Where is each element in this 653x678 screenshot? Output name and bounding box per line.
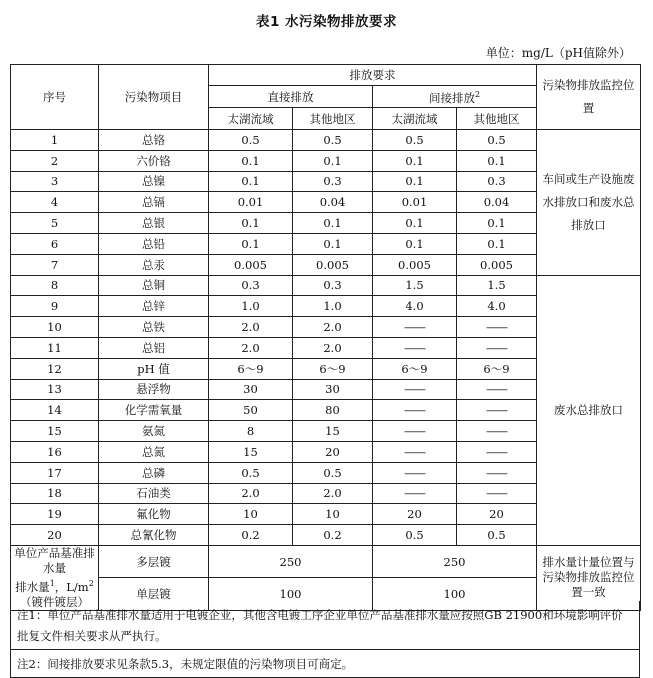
cell-name: 化学需氧量 xyxy=(99,400,209,421)
cell-name: 氨氮 xyxy=(99,421,209,442)
cell-no: 1 xyxy=(11,130,99,151)
cell-i-ot: 0.5 xyxy=(457,130,537,151)
cell-name: 石油类 xyxy=(99,483,209,504)
cell-d-ot: 80 xyxy=(293,400,373,421)
cell-name: 总铁 xyxy=(99,317,209,338)
cell-d-th: 1.0 xyxy=(209,296,293,317)
cell-d-ot: 30 xyxy=(293,379,373,400)
cell-name: 六价铬 xyxy=(99,150,209,171)
header-indirect-taihu: 太湖流域 xyxy=(373,108,457,130)
cell-i-th: 0.1 xyxy=(373,233,457,254)
cell-i-th: —— xyxy=(373,421,457,442)
cell-i-th: 4.0 xyxy=(373,296,457,317)
cell-name: 总镉 xyxy=(99,192,209,213)
cell-d-th: 8 xyxy=(209,421,293,442)
cell-i-th: 0.01 xyxy=(373,192,457,213)
cell-i-th: 0.1 xyxy=(373,171,457,192)
cell-no: 12 xyxy=(11,358,99,379)
flow-indirect-single: 100 xyxy=(373,578,537,611)
cell-i-th: 0.005 xyxy=(373,254,457,275)
cell-no: 10 xyxy=(11,317,99,338)
cell-d-th: 0.5 xyxy=(209,130,293,151)
cell-d-th: 0.2 xyxy=(209,525,293,546)
cell-name: 总镍 xyxy=(99,171,209,192)
cell-i-th: —— xyxy=(373,441,457,462)
cell-d-ot: 6～9 xyxy=(293,358,373,379)
cell-i-th: —— xyxy=(373,483,457,504)
cell-no: 14 xyxy=(11,400,99,421)
cell-no: 5 xyxy=(11,213,99,234)
cell-d-th: 0.1 xyxy=(209,213,293,234)
cell-i-th: 0.5 xyxy=(373,525,457,546)
cell-d-ot: 0.04 xyxy=(293,192,373,213)
cell-name: pH 值 xyxy=(99,358,209,379)
cell-d-th: 2.0 xyxy=(209,483,293,504)
cell-d-ot: 0.005 xyxy=(293,254,373,275)
cell-d-ot: 0.3 xyxy=(293,171,373,192)
emission-table xyxy=(10,64,641,611)
cell-no: 8 xyxy=(11,275,99,296)
cell-no: 11 xyxy=(11,337,99,358)
cell-d-th: 0.5 xyxy=(209,462,293,483)
cell-d-ot: 0.1 xyxy=(293,233,373,254)
cell-no: 20 xyxy=(11,525,99,546)
note-1: 注1：单位产品基准排水量适用于电镀企业，其他含电镀工序企业单位产品基准排水量应按照GB 21900和环境影响评价批复文件相关要求从严执行。 xyxy=(17,608,623,643)
cell-i-th: 1.5 xyxy=(373,275,457,296)
cell-d-ot: 1.0 xyxy=(293,296,373,317)
cell-no: 15 xyxy=(11,421,99,442)
notes-box xyxy=(10,601,640,678)
cell-d-ot: 15 xyxy=(293,421,373,442)
cell-d-ot: 2.0 xyxy=(293,337,373,358)
cell-d-th: 0.01 xyxy=(209,192,293,213)
flow-single-label: 单层镀 xyxy=(99,578,209,611)
cell-d-th: 0.3 xyxy=(209,275,293,296)
cell-i-ot: 0.5 xyxy=(457,525,537,546)
cell-name: 总铝 xyxy=(99,337,209,358)
monitor-total-outlet: 废水总排放口 xyxy=(537,275,641,545)
cell-no: 7 xyxy=(11,254,99,275)
cell-i-ot: 0.3 xyxy=(457,171,537,192)
cell-d-ot: 0.3 xyxy=(293,275,373,296)
cell-i-th: —— xyxy=(373,400,457,421)
cell-i-th: —— xyxy=(373,337,457,358)
cell-d-th: 0.1 xyxy=(209,150,293,171)
cell-d-ot: 20 xyxy=(293,441,373,462)
cell-no: 6 xyxy=(11,233,99,254)
header-indirect: 间接排放$^2$ xyxy=(373,86,537,108)
cell-d-ot: 0.5 xyxy=(293,130,373,151)
cell-i-ot: 6～9 xyxy=(457,358,537,379)
cell-i-ot: 0.005 xyxy=(457,254,537,275)
monitor-workshop-outlet: 车间或生产设施废水排放口和废水总排放口 xyxy=(537,130,641,276)
flow-indirect-multi: 250 xyxy=(373,545,537,578)
unit-flow-label: 单位产品基准排水量 排水量$^1$，$L/m^2$ （镀件镀层） xyxy=(11,545,99,610)
flow-multi-label: 多层镀 xyxy=(99,545,209,578)
header-direct: 直接排放 xyxy=(209,86,373,108)
cell-no: 9 xyxy=(11,296,99,317)
cell-d-ot: 0.5 xyxy=(293,462,373,483)
cell-name: 氟化物 xyxy=(99,504,209,525)
cell-i-th: 6～9 xyxy=(373,358,457,379)
cell-i-th: —— xyxy=(373,462,457,483)
cell-name: 总锌 xyxy=(99,296,209,317)
cell-d-th: 2.0 xyxy=(209,317,293,338)
cell-name: 总氮 xyxy=(99,441,209,462)
cell-i-ot: 0.04 xyxy=(457,192,537,213)
cell-name: 总铅 xyxy=(99,233,209,254)
cell-d-ot: 2.0 xyxy=(293,483,373,504)
cell-i-ot: —— xyxy=(457,337,537,358)
cell-no: 16 xyxy=(11,441,99,462)
cell-name: 总银 xyxy=(99,213,209,234)
cell-d-th: 10 xyxy=(209,504,293,525)
cell-i-ot: —— xyxy=(457,421,537,442)
flow-monitor-position: 排水量计量位置与污染物排放监控位置一致 xyxy=(537,545,641,610)
cell-no: 19 xyxy=(11,504,99,525)
header-seq: 序号 xyxy=(11,65,99,130)
cell-name: 总磷 xyxy=(99,462,209,483)
cell-d-ot: 10 xyxy=(293,504,373,525)
cell-d-th: 15 xyxy=(209,441,293,462)
cell-name: 总铜 xyxy=(99,275,209,296)
cell-name: 总氰化物 xyxy=(99,525,209,546)
cell-no: 13 xyxy=(11,379,99,400)
header-direct-taihu: 太湖流域 xyxy=(209,108,293,130)
cell-i-ot: —— xyxy=(457,317,537,338)
header-pollutant: 污染物项目 xyxy=(99,65,209,130)
cell-i-ot: —— xyxy=(457,483,537,504)
header-indirect-other: 其他地区 xyxy=(457,108,537,130)
cell-i-ot: —— xyxy=(457,379,537,400)
cell-name: 悬浮物 xyxy=(99,379,209,400)
cell-i-ot: 0.1 xyxy=(457,150,537,171)
cell-no: 4 xyxy=(11,192,99,213)
cell-d-ot: 2.0 xyxy=(293,317,373,338)
cell-no: 3 xyxy=(11,171,99,192)
cell-i-ot: —— xyxy=(457,400,537,421)
cell-i-th: 20 xyxy=(373,504,457,525)
cell-d-ot: 0.2 xyxy=(293,525,373,546)
header-requirement: 排放要求 xyxy=(209,65,537,86)
table-row xyxy=(11,130,641,151)
table-row xyxy=(11,275,641,296)
unit-label: 单位：mg/L（pH值除外） xyxy=(485,46,631,60)
cell-i-th: 0.1 xyxy=(373,150,457,171)
cell-i-th: —— xyxy=(373,379,457,400)
header-monitor-position: 污染物排放监控位置 xyxy=(537,65,641,130)
cell-name: 总汞 xyxy=(99,254,209,275)
cell-d-th: 0.1 xyxy=(209,171,293,192)
cell-i-ot: 0.1 xyxy=(457,233,537,254)
cell-i-th: 0.1 xyxy=(373,213,457,234)
table-title: 表1 水污染物排放要求 xyxy=(255,14,398,30)
cell-no: 17 xyxy=(11,462,99,483)
header-direct-other: 其他地区 xyxy=(293,108,373,130)
cell-d-th: 50 xyxy=(209,400,293,421)
cell-d-th: 30 xyxy=(209,379,293,400)
cell-i-ot: —— xyxy=(457,462,537,483)
flow-direct-multi: 250 xyxy=(209,545,373,578)
cell-i-th: —— xyxy=(373,317,457,338)
cell-name: 总铬 xyxy=(99,130,209,151)
cell-d-th: 6～9 xyxy=(209,358,293,379)
cell-no: 18 xyxy=(11,483,99,504)
cell-d-ot: 0.1 xyxy=(293,150,373,171)
cell-d-th: 2.0 xyxy=(209,337,293,358)
cell-no: 2 xyxy=(11,150,99,171)
cell-i-ot: 20 xyxy=(457,504,537,525)
cell-i-th: 0.5 xyxy=(373,130,457,151)
cell-d-ot: 0.1 xyxy=(293,213,373,234)
flow-direct-single: 100 xyxy=(209,578,373,611)
cell-i-ot: 1.5 xyxy=(457,275,537,296)
cell-i-ot: —— xyxy=(457,441,537,462)
note-2: 注2：间接排放要求见条款5.3，未规定限值的污染物项目可商定。 xyxy=(11,649,639,677)
cell-d-th: 0.1 xyxy=(209,233,293,254)
cell-i-ot: 4.0 xyxy=(457,296,537,317)
cell-i-ot: 0.1 xyxy=(457,213,537,234)
cell-d-th: 0.005 xyxy=(209,254,293,275)
